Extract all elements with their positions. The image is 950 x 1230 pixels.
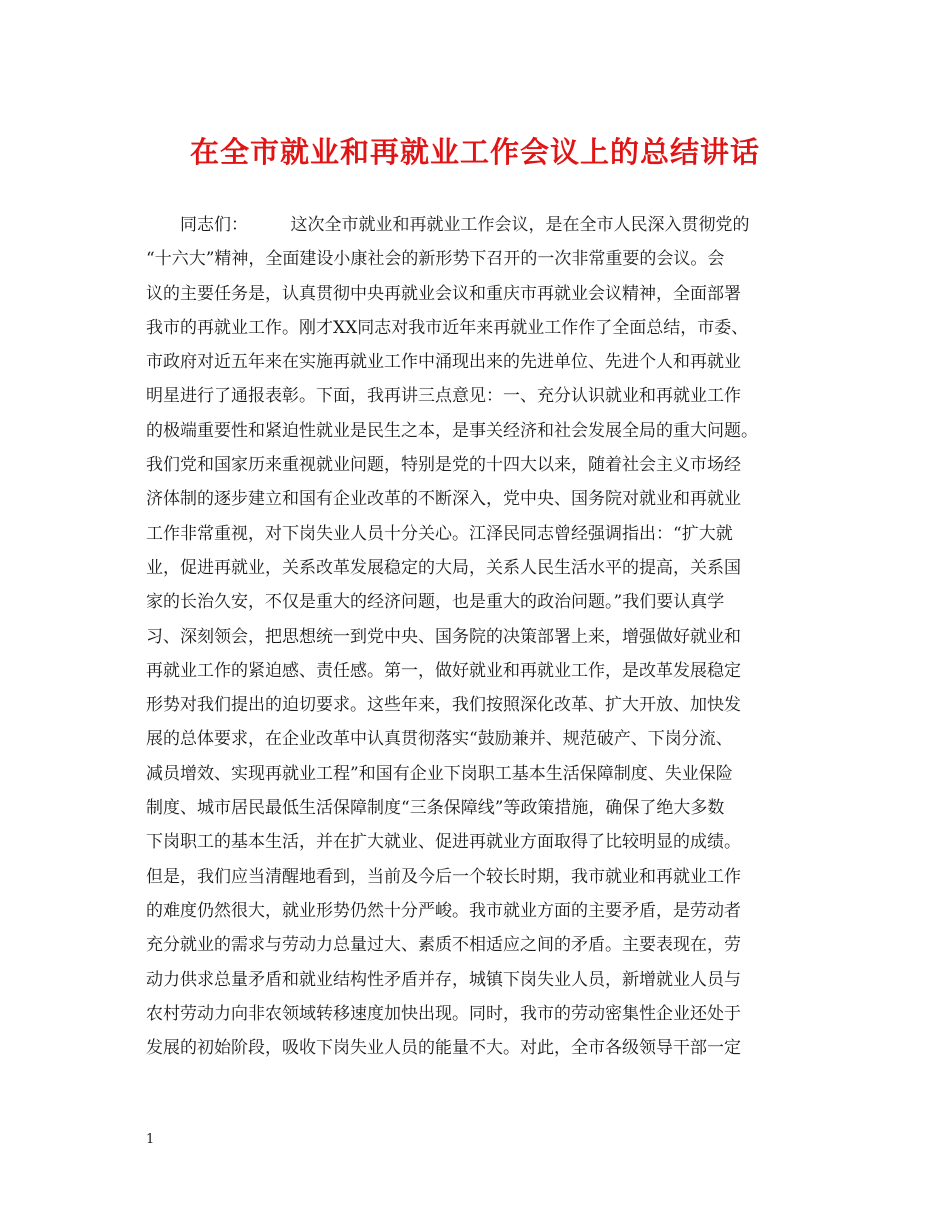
body-line: 但是，我们应当清醒地看到，当前及今后一个较长时期，我市就业和再就业工作 xyxy=(146,866,741,887)
body-line: 形势对我们提出的迫切要求。这些年来，我们按照深化改革、扩大开放、加快发 xyxy=(146,695,741,716)
body-line: “十六大”精神，全面建设小康社会的新形势下召开的一次非常重要的会议。会 xyxy=(146,249,725,270)
body-line: 工作非常重视，对下岗失业人员十分关心。江泽民同志曾经强调指出：“扩大就 xyxy=(146,523,733,544)
body-line: 的极端重要性和紧迫性就业是民生之本，是事关经济和社会发展全局的重大问题。 xyxy=(146,420,758,441)
body-line: 的难度仍然很大，就业形势仍然十分严峻。我市就业方面的主要矛盾，是劳动者 xyxy=(146,900,741,921)
page-number: 1 xyxy=(146,1132,155,1147)
body-line: 市政府对近五年来在实施再就业工作中涌现出来的先进单位、先进个人和再就业 xyxy=(146,352,741,373)
body-line: 业，促进再就业，关系改革发展稳定的大局，关系人民生活水平的提高，关系国 xyxy=(146,557,741,578)
body-line: 济体制的逐步建立和国有企业改革的不断深入，党中央、国务院对就业和再就业 xyxy=(146,489,741,510)
body-text xyxy=(146,208,806,1065)
body-line: 家的长治久安，不仅是重大的经济问题，也是重大的政治问题。”我们要认真学 xyxy=(146,592,725,613)
body-line: 明星进行了通报表彰。下面，我再讲三点意见：一、充分认识就业和再就业工作 xyxy=(146,386,741,407)
body-line: 习、深刻领会，把思想统一到党中央、国务院的决策部署上来，增强做好就业和 xyxy=(146,626,741,647)
body-line: 我市的再就业工作。刚才XX同志对我市近年来再就业工作作了全面总结，市委、 xyxy=(146,317,749,338)
body-line: 减员增效、实现再就业工程”和国有企业下岗职工基本生活保障制度、失业保险 xyxy=(146,763,733,784)
body-line: 我们党和国家历来重视就业问题，特别是党的十四大以来，随着社会主义市场经 xyxy=(146,455,741,476)
body-line: 议的主要任务是，认真贯彻中央再就业会议和重庆市再就业会议精神，全面部署 xyxy=(146,283,741,304)
body-line: 同志们： 这次全市就业和再就业工作会议，是在全市人民深入贯彻党的 xyxy=(180,215,750,235)
body-line: 农村劳动力向非农领域转移速度加快出现。同时，我市的劳动密集性企业还处于 xyxy=(146,1003,741,1024)
body-line: 发展的初始阶段，吸收下岗失业人员的能量不大。对此，全市各级领导干部一定 xyxy=(146,1038,741,1059)
body-line: 展的总体要求，在企业改革中认真贯彻落实“鼓励兼并、规范破产、下岗分流、 xyxy=(146,729,733,750)
body-line: 再就业工作的紧迫感、责任感。第一，做好就业和再就业工作，是改革发展稳定 xyxy=(146,660,741,681)
body-line: 动力供求总量矛盾和就业结构性矛盾并存，城镇下岗失业人员，新增就业人员与 xyxy=(146,969,741,990)
document-title: 在全市就业和再就业工作会议上的总结讲话 xyxy=(189,135,760,169)
body-line: 下岗职工的基本生活，并在扩大就业、促进再就业方面取得了比较明显的成绩。 xyxy=(146,832,741,853)
body-line: 充分就业的需求与劳动力总量过大、素质不相适应之间的矛盾。主要表现在，劳 xyxy=(146,935,741,956)
body-line: 制度、城市居民最低生活保障制度“三条保障线”等政策措施，确保了绝大多数 xyxy=(146,798,725,819)
